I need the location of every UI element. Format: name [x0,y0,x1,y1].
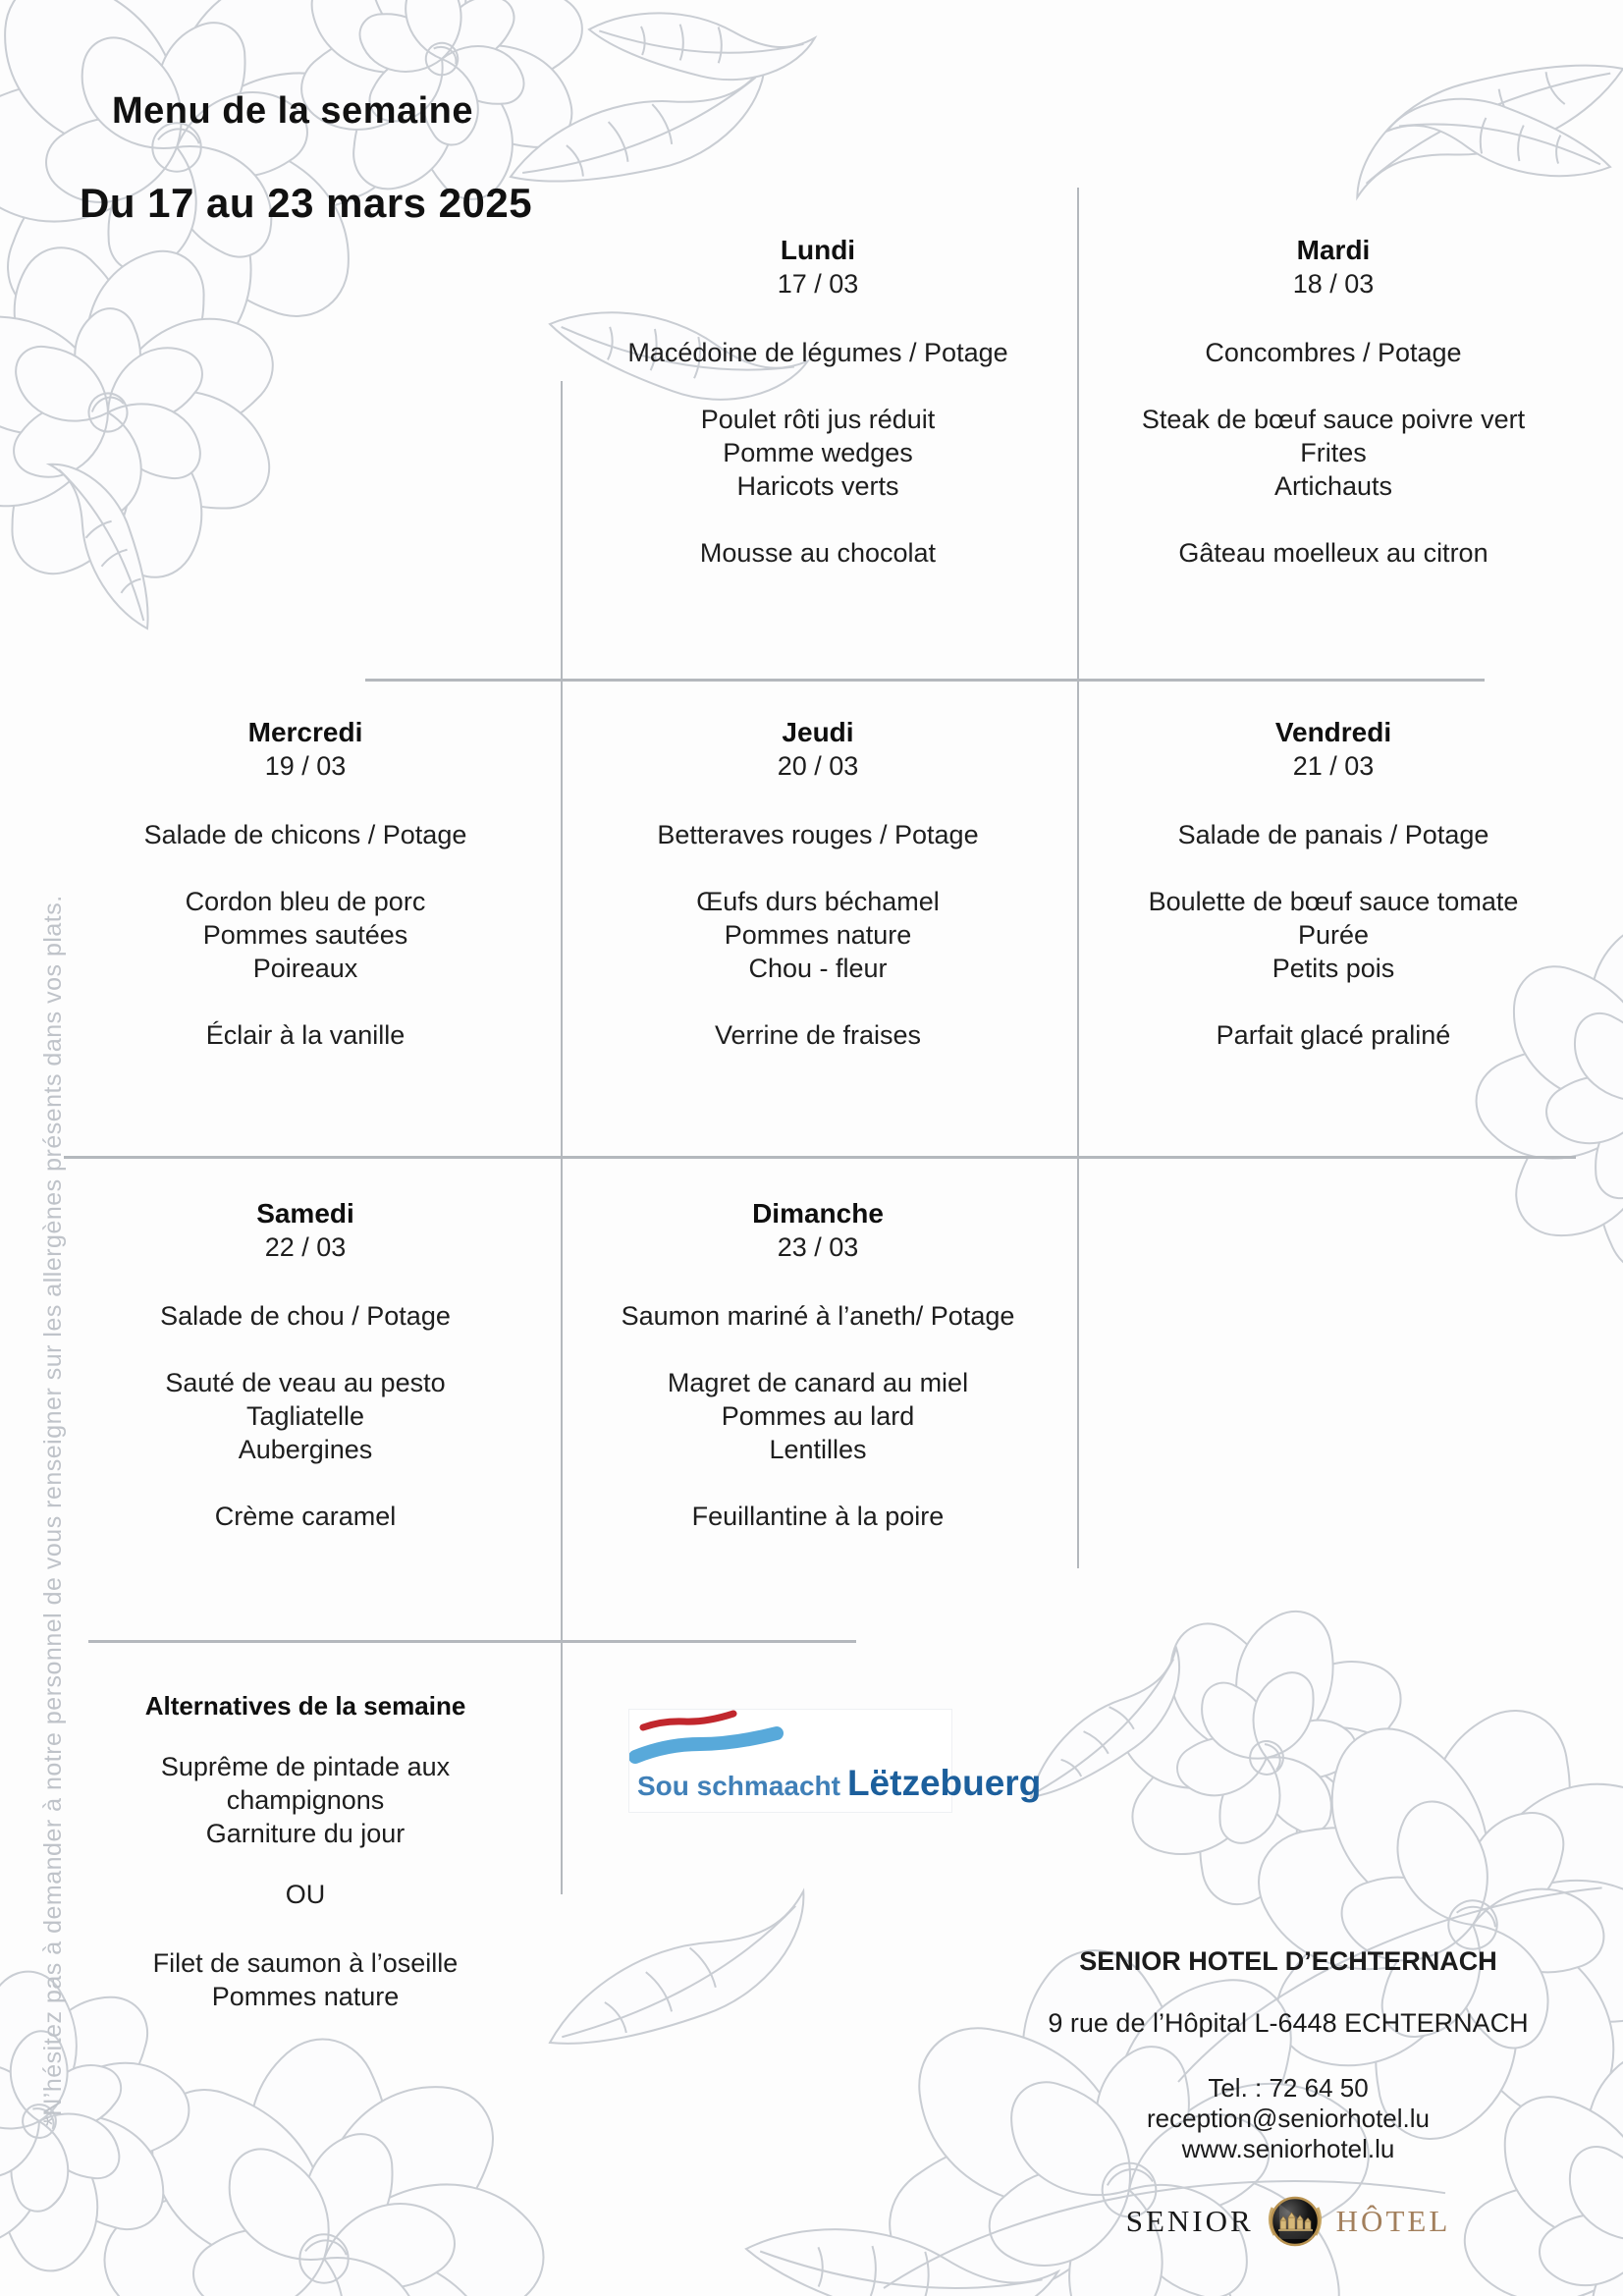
alternative-dish: Pommes nature [211,1982,400,2011]
dessert-dish: Verrine de fraises [714,1020,922,1050]
alternatives-section [70,1689,541,2013]
week-range: Du 17 au 23 mars 2025 [80,180,533,226]
day-cell-vendredi [1098,716,1569,1052]
dessert-dish: Gâteau moelleux au citron [1178,538,1488,568]
main-dish: Chou - fleur [748,954,888,983]
column-divider-left [561,381,563,1894]
main-dishes [1098,403,1569,503]
main-dish: Pommes au lard [721,1401,915,1431]
starter-dish: Macédoine de légumes / Potage [627,338,1008,367]
day-cell-mercredi [70,716,541,1052]
main-dish: Lentilles [769,1435,867,1464]
day-date: 18 / 03 [1292,269,1375,299]
row-divider-3 [88,1640,856,1643]
day-name: Mercredi [247,717,363,747]
dessert-dish: Feuillantine à la poire [691,1502,945,1531]
page-title: Menu de la semaine [112,90,474,132]
starter-dish: Saumon mariné à l’aneth/ Potage [621,1301,1015,1331]
day-name: Mardi [1296,235,1371,265]
starter-dish: Betteraves rouges / Potage [657,820,979,849]
main-dish: Purée [1297,920,1370,950]
main-dish: Pommes nature [724,920,912,950]
logo-hotel-text: HÔTEL [1335,2204,1451,2238]
main-dish: Steak de bœuf sauce poivre vert [1141,405,1526,434]
main-dish: Pommes sautées [202,920,408,950]
day-cell-mardi [1098,234,1569,570]
main-dish: Petits pois [1271,954,1395,983]
logo-text-small: Sou schmaacht [637,1771,840,1801]
dessert-dish: Mousse au chocolat [699,538,937,568]
main-dish: Sauté de veau au pesto [165,1368,446,1397]
day-date: 22 / 03 [264,1232,347,1262]
main-dishes [1098,885,1569,985]
day-cell-lundi [582,234,1054,570]
dessert-dish: Parfait glacé praliné [1216,1020,1451,1050]
alternatives-separator: OU [285,1880,326,1909]
email-address: reception@seniorhotel.lu [1146,2104,1430,2133]
main-dish: Magret de canard au miel [667,1368,969,1397]
main-dishes [70,885,541,985]
senior-hotel-logo [994,2194,1583,2249]
website-url: www.seniorhotel.lu [1181,2134,1395,2163]
main-dish: Haricots verts [736,471,899,501]
main-dishes [582,403,1054,503]
letzebuerg-brush-strokes-icon [629,1710,953,1765]
day-name: Dimanche [752,1198,884,1229]
alternatives-title: Alternatives de la semaine [144,1691,466,1721]
day-name: Jeudi [782,717,854,747]
day-date: 23 / 03 [777,1232,859,1262]
alternative-dish: Filet de saumon à l’oseille [152,1948,459,1978]
logo-text-large: Lëtzebuerg [846,1763,1042,1803]
main-dish: Œufs durs béchamel [696,887,940,916]
footer-contact-block [994,1944,1583,2249]
main-dish: Poireaux [252,954,358,983]
row-divider-2 [64,1156,1576,1159]
day-cell-samedi [70,1197,541,1533]
main-dish: Cordon bleu de porc [185,887,426,916]
main-dishes [582,885,1054,985]
letzebuerg-logo-text [637,1763,1041,1804]
day-date: 17 / 03 [777,269,859,299]
main-dish: Poulet rôti jus réduit [700,405,936,434]
day-date: 19 / 03 [264,751,347,781]
alternative-dish: Garniture du jour [205,1819,406,1848]
contact-details [994,2073,1583,2164]
main-dish: Pomme wedges [723,438,913,467]
phone-number: Tel. : 72 64 50 [1208,2073,1369,2103]
day-name: Samedi [256,1198,354,1229]
sou-schmaacht-letzebuerg-logo [628,1709,1042,1813]
starter-dish: Salade de chicons / Potage [143,820,467,849]
day-name: Lundi [780,235,856,265]
hotel-name: SENIOR HOTEL D’ECHTERNACH [1079,1946,1497,1976]
alternative-option-2 [70,1946,541,2013]
main-dishes [70,1366,541,1466]
column-divider-right [1077,188,1079,1568]
main-dish: Boulette de bœuf sauce tomate [1148,887,1519,916]
main-dish: Artichauts [1273,471,1393,501]
day-cell-jeudi [582,716,1054,1052]
day-cell-dimanche [582,1197,1054,1533]
main-dish: Aubergines [238,1435,373,1464]
dessert-dish: Éclair à la vanille [205,1020,406,1050]
day-date: 20 / 03 [777,751,859,781]
starter-dish: Salade de panais / Potage [1177,820,1489,849]
alternative-dish: champignons [226,1785,385,1815]
senior-hotel-emblem-icon [1268,2194,1323,2249]
starter-dish: Concombres / Potage [1205,338,1462,367]
hotel-address: 9 rue de l’Hôpital L-6448 ECHTERNACH [1048,2008,1529,2038]
day-date: 21 / 03 [1292,751,1375,781]
allergen-note: *N’hésitez pas à demander à notre personnel de vous renseigner sur les allergènes présents dans vos plats. [39,895,67,2126]
main-dishes [582,1366,1054,1466]
main-dish: Tagliatelle [245,1401,365,1431]
logo-senior-text: SENIOR [1125,2204,1254,2238]
main-dish: Frites [1300,438,1367,467]
alternative-dish: Suprême de pintade aux [160,1752,451,1781]
alternative-option-1 [70,1750,541,1850]
row-divider-1 [365,679,1485,682]
starter-dish: Salade de chou / Potage [160,1301,451,1331]
dessert-dish: Crème caramel [214,1502,397,1531]
day-name: Vendredi [1274,717,1392,747]
